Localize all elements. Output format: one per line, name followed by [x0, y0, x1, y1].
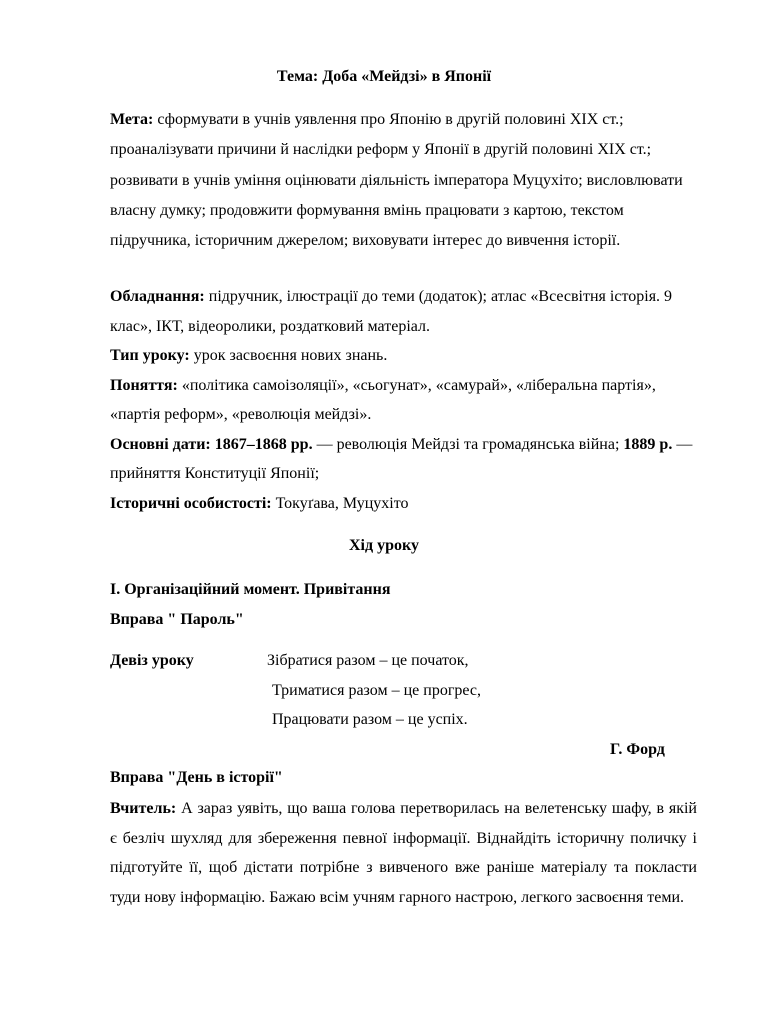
- equipment-paragraph: [110, 282, 700, 341]
- motto-line-2: Триматися разом – це прогрес,: [272, 682, 481, 699]
- concepts-label: Поняття:: [110, 376, 178, 394]
- goal-label: Мета:: [110, 111, 154, 128]
- motto-author: Г. Форд: [610, 741, 665, 758]
- equipment-label: Обладнання:: [110, 288, 205, 305]
- date-1867: 1867–1868 рр.: [214, 435, 313, 453]
- goal-paragraph: [110, 105, 700, 256]
- date-1889-text: — прийняття Конституції Японії;: [110, 435, 693, 482]
- lesson-type-label: Тип уроку:: [110, 347, 190, 364]
- section-1-heading: I. Організаційний момент. Привітання: [110, 581, 391, 598]
- dates-paragraph: [110, 430, 700, 489]
- concepts-text: «політика самоізоляції», «сьогунат», «самурай», «ліберальна партія», «партія реформ», «революція мейдзі».: [110, 376, 656, 423]
- dates-label: Основні дати:: [110, 435, 211, 453]
- date-1889: 1889 р.: [623, 435, 673, 453]
- motto-line-1: Зібратися разом – це початок,: [267, 652, 469, 669]
- figures-text: Токуґава, Муцухіто: [275, 494, 409, 512]
- exercise-day-in-history-heading: Вправа "День в історії": [110, 769, 283, 786]
- teacher-paragraph: [110, 794, 697, 912]
- figures-label: Історичні особистості:: [110, 494, 272, 512]
- figures-paragraph: [110, 489, 700, 519]
- lesson-title: Тема: Доба «Мейдзі» в Японії: [276, 68, 492, 85]
- motto-line-3: Працювати разом – це успіх.: [272, 711, 468, 728]
- lesson-details: [110, 282, 700, 518]
- lesson-type-text: урок засвоєння нових знань.: [193, 347, 388, 364]
- lesson-type-paragraph: [110, 341, 700, 371]
- concepts-paragraph: [110, 371, 700, 430]
- goal-text: сформувати в учнів уявлення про Японію в другій половині XIX ст.; проаналізувати причини й наслідки реформ у Японії в другій половині XIX ст.; розвивати в учнів уміння оцінювати діяльність імператора Муцухіто; висловлювати власну думку; продовжити формування вмінь працювати з картою, текстом підручника, історичним джерелом; виховувати інтерес до вивчення історії.: [110, 111, 683, 250]
- equipment-text: підручник, ілюстрації до теми (додаток); атлас «Всесвітня історія. 9 клас», ІКТ, відеоролики, роздатковий матеріал.: [110, 288, 673, 335]
- lesson-progress-heading: Хід уроку: [349, 537, 419, 554]
- teacher-text: А зараз уявіть, що ваша голова перетворилась на велетенську шафу, в якій є безліч шухляд для збереження певної інформації. Віднайдіть історичну поличку і підготуйте її, щоб дістати потрібне з вивченого вже раніше матеріалу та покласти туди нову інформацію. Бажаю всім учням гарного настрою, легкого засвоєння теми.: [110, 800, 697, 906]
- exercise-password-heading: Вправа " Пароль": [110, 611, 244, 628]
- date-1867-text: — революція Мейдзі та громадянська війна;: [316, 435, 620, 453]
- teacher-label: Вчитель:: [110, 800, 177, 817]
- motto-label: Девіз уроку: [110, 652, 194, 669]
